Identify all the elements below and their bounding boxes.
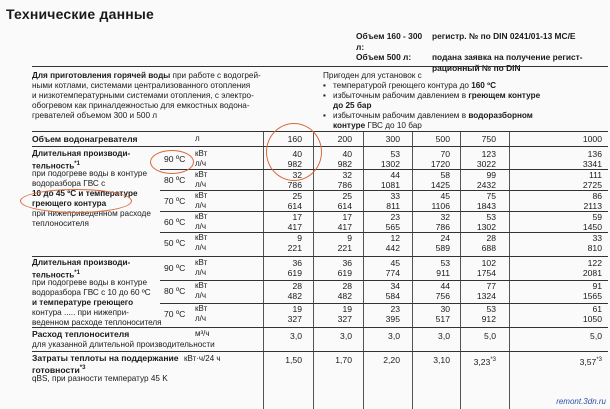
heat-loss-value: 1,50 <box>285 355 302 365</box>
power-value: 36 <box>292 258 302 268</box>
intro-text: и низкотемпературными системами отопления, с электро- <box>32 91 254 100</box>
loss-sub: qBS, при разности температур 45 K <box>32 374 168 383</box>
description-line: теплоносителя <box>32 219 89 228</box>
flow-value: 2432 <box>476 180 496 190</box>
power-value: 36 <box>342 258 352 268</box>
flow-value: 517 <box>435 314 450 324</box>
flow-value: 395 <box>385 314 400 324</box>
watermark: remont.3dn.ru <box>556 397 606 406</box>
flow-value: 417 <box>337 222 352 232</box>
power-value: 58 <box>440 170 450 180</box>
column-divider <box>460 131 461 409</box>
flow-value: 786 <box>337 180 352 190</box>
header-label: Объем 500 л: <box>356 52 412 62</box>
power-value: 123 <box>481 149 496 159</box>
footnote-mark: *1 <box>74 161 80 167</box>
power-value: 17 <box>342 212 352 222</box>
flow-value: 3341 <box>582 159 602 169</box>
unit-lh: л/ч <box>195 314 207 323</box>
loss-label-2: готовности$^{*3}$ <box>32 364 86 375</box>
flow-value: 786 <box>287 180 302 190</box>
unit-lh: л/ч <box>195 201 207 210</box>
flow-value: 327 <box>287 314 302 324</box>
flow-value: 774 <box>385 268 400 278</box>
footnote-mark: *1 <box>74 270 80 276</box>
row-divider <box>32 351 608 352</box>
power-value: 34 <box>390 281 400 291</box>
heat-loss-value: 3,10 <box>433 355 450 365</box>
volume-unit: л <box>195 134 200 143</box>
heat-loss-value: 3,57$^{*3}$ <box>579 356 602 367</box>
flow-value: 1450 <box>582 222 602 232</box>
flow-value: 614 <box>337 201 352 211</box>
power-value: 53 <box>440 258 450 268</box>
power-value: 24 <box>440 233 450 243</box>
header-value: регистр. № по DIN 0241/01-13 MC/E <box>432 31 576 41</box>
power-value: 28 <box>342 281 352 291</box>
flow-value: 482 <box>287 291 302 301</box>
unit-kw: кВт <box>195 304 208 313</box>
power-value: 25 <box>292 191 302 201</box>
power-value: 23 <box>390 304 400 314</box>
description-line: тельность$^{*1}$ <box>32 161 80 171</box>
flow-value: 786 <box>435 222 450 232</box>
flow-value: 1302 <box>476 222 496 232</box>
flow-value: 2113 <box>583 201 602 211</box>
unit-kw: кВт <box>195 170 208 179</box>
power-value: 19 <box>342 304 352 314</box>
flow-value: 584 <box>385 291 400 301</box>
volume-label: Объем водонагревателя <box>32 134 138 144</box>
unit-lh: л/ч <box>195 268 207 277</box>
flow-value: 811 <box>386 201 400 211</box>
power-value: 30 <box>440 304 450 314</box>
description-line: веденном расходе теплоносителя <box>32 318 162 327</box>
flow-value: 442 <box>385 243 400 253</box>
unit-lh: л/ч <box>195 222 207 231</box>
power-value: 23 <box>390 212 400 222</box>
intro-text: гревателей объемом 300 и 500 л <box>32 111 158 120</box>
row-divider <box>32 327 608 328</box>
power-value: 9 <box>297 233 302 243</box>
flow-unit: м³/ч <box>195 329 210 338</box>
temperature-label: 50 ºC <box>164 238 186 248</box>
power-value: 136 <box>587 149 602 159</box>
temperature-label: 60 ºC <box>164 217 186 227</box>
power-value: 33 <box>592 233 602 243</box>
flow-value: 619 <box>337 268 352 278</box>
power-value: 91 <box>592 281 602 291</box>
power-value: 61 <box>592 304 602 314</box>
flow-value: 1843 <box>476 201 496 211</box>
suitability-heading: Пригоден для установок с <box>323 71 422 80</box>
heat-loss-value: 2,20 <box>383 355 400 365</box>
flow-value: 614 <box>287 201 302 211</box>
power-value: 32 <box>440 212 450 222</box>
flow-rate-value: 3,0 <box>340 331 352 341</box>
power-value: 53 <box>486 304 496 314</box>
suitability-list: Пригоден для установок с ▪ температурой греющего контура до 160 ºC ▪ избыточным рабочим давлением в греющем контуре до 25 бар ▪ избыточным рабочим давлением в водоразборном контуре ГВС до 10 бар <box>323 71 608 131</box>
temperature-label: 80 ºC <box>164 175 186 185</box>
column-divider <box>263 131 264 409</box>
flow-rate-value: 5,0 <box>484 331 496 341</box>
flow-value: 912 <box>481 314 496 324</box>
row-divider <box>32 131 608 132</box>
flow-value: 1754 <box>476 268 496 278</box>
unit-kw: кВт <box>195 233 208 242</box>
flow-value: 619 <box>287 268 302 278</box>
column-divider <box>509 131 510 409</box>
power-value: 45 <box>440 191 450 201</box>
unit-kw: кВт <box>195 149 208 158</box>
unit-kw: кВт <box>195 212 208 221</box>
flow-value: 589 <box>435 243 450 253</box>
volume-value: 300 <box>385 134 400 144</box>
description-line: греющего контура <box>32 199 107 208</box>
flow-value: 1081 <box>380 180 400 190</box>
power-value: 25 <box>342 191 352 201</box>
flow-value: 911 <box>436 268 450 278</box>
power-value: 44 <box>440 281 450 291</box>
temperature-label: 70 ºC <box>164 196 186 206</box>
unit-lh: л/ч <box>195 180 207 189</box>
flow-sub: для указанной длительной производительности <box>32 340 215 349</box>
power-value: 40 <box>292 149 302 159</box>
power-value: 9 <box>347 233 352 243</box>
intro-text: при работе с водогрей- <box>170 71 261 80</box>
volume-value: 200 <box>337 134 352 144</box>
description-line: контура ..... при нижепри- <box>32 308 129 317</box>
column-divider <box>363 131 364 409</box>
flow-value: 982 <box>287 159 302 169</box>
flow-value: 1324 <box>476 291 496 301</box>
footnote-mark: *3 <box>596 357 602 363</box>
description-line: 10 до 45 ºC и температуре <box>32 189 138 198</box>
flow-rate-value: 3,0 <box>290 331 302 341</box>
power-value: 28 <box>292 281 302 291</box>
temperature-label: 90 ºC <box>164 263 186 273</box>
power-value: 122 <box>587 258 602 268</box>
description-line: при подогреве воды в контуре <box>32 169 148 178</box>
header-label: Объем 160 - 300 л: <box>356 31 423 52</box>
flow-value: 221 <box>287 243 302 253</box>
footnote-mark: *3 <box>490 357 496 363</box>
heat-loss-value: 3,23$^{*3}$ <box>473 356 496 367</box>
heat-loss-value: 1,70 <box>335 355 352 365</box>
unit-lh: л/ч <box>195 159 207 168</box>
header-value: подана заявка на получение регист- <box>432 52 583 62</box>
power-value: 12 <box>390 233 400 243</box>
highlight-circle-range <box>20 189 132 213</box>
flow-value: 417 <box>287 222 302 232</box>
temperature-label: 80 ºC <box>164 286 186 296</box>
intro-text: ными котлами, системами централизованного отопления <box>32 81 251 90</box>
power-value: 17 <box>292 212 302 222</box>
flow-value: 1050 <box>582 314 602 324</box>
description-line: при подогреве воды в контуре <box>32 278 148 287</box>
power-value: 40 <box>342 149 352 159</box>
temperature-label: 70 ºC <box>164 309 186 319</box>
flow-value: 756 <box>435 291 450 301</box>
volume-value: 750 <box>481 134 496 144</box>
temperature-label: 90 ºC <box>164 154 186 164</box>
description-line: тельность$^{*1}$ <box>32 270 80 280</box>
power-value: 32 <box>292 170 302 180</box>
flow-rate-value: 3,0 <box>438 331 450 341</box>
flow-value: 2081 <box>582 268 602 278</box>
flow-value: 221 <box>337 243 352 253</box>
power-value: 70 <box>440 149 450 159</box>
intro-bold: Для приготовления горячей воды <box>32 71 171 80</box>
flow-value: 810 <box>587 243 602 253</box>
flow-value: 1302 <box>380 159 400 169</box>
footnote-mark: *3 <box>79 365 86 371</box>
unit-lh: л/ч <box>195 291 207 300</box>
volume-value: 160 <box>287 134 302 144</box>
flow-value: 1425 <box>430 180 450 190</box>
header-value: рационный № по DIN <box>432 62 521 73</box>
unit-kw: кВт <box>195 191 208 200</box>
flow-value: 982 <box>337 159 352 169</box>
power-value: 99 <box>486 170 496 180</box>
power-value: 59 <box>592 212 602 222</box>
intro-text: обогревом как приналдежностью для емкостных водона- <box>32 101 250 110</box>
description-line: водоразбора ГВС с <box>32 179 106 188</box>
power-value: 111 <box>588 170 602 180</box>
power-value: 33 <box>390 191 400 201</box>
description-line: Длительная производи- <box>32 258 131 267</box>
flow-value: 482 <box>337 291 352 301</box>
power-value: 75 <box>486 191 496 201</box>
application-description <box>32 71 314 121</box>
power-value: 19 <box>292 304 302 314</box>
power-value: 32 <box>342 170 352 180</box>
loss-label: Затраты теплоты на поддержание <box>32 353 179 363</box>
power-value: 77 <box>486 281 496 291</box>
highlight-circle-volume <box>266 123 322 181</box>
unit-lh: л/ч <box>195 243 207 252</box>
volume-value: 500 <box>435 134 450 144</box>
flow-value: 1720 <box>430 159 450 169</box>
loss-unit: кВт·ч/24 ч <box>184 354 221 363</box>
unit-kw: кВт <box>195 258 208 267</box>
volume-value: 1000 <box>582 134 602 144</box>
unit-kw: кВт <box>195 281 208 290</box>
power-value: 53 <box>390 149 400 159</box>
description-line: при нижеприведенном расходе <box>32 209 151 218</box>
power-value: 28 <box>486 233 496 243</box>
row-divider <box>32 256 608 257</box>
page-title: Технические данные <box>6 6 155 22</box>
power-value: 44 <box>390 170 400 180</box>
flow-value: 327 <box>337 314 352 324</box>
description-line: и температуре греющего <box>32 298 134 307</box>
description-line: Длительная производи- <box>32 149 131 158</box>
flow-value: 688 <box>481 243 496 253</box>
highlight-circle-temp <box>150 150 194 174</box>
flow-rate-value: 5,0 <box>590 331 602 341</box>
flow-value: 565 <box>385 222 400 232</box>
flow-rate-value: 3,0 <box>388 331 400 341</box>
power-value: 86 <box>592 191 602 201</box>
flow-value: 2725 <box>582 180 602 190</box>
flow-value: 1565 <box>582 291 602 301</box>
power-value: 45 <box>390 258 400 268</box>
power-value: 102 <box>481 258 496 268</box>
power-value: 53 <box>486 212 496 222</box>
flow-value: 1106 <box>431 201 450 211</box>
flow-value: 3022 <box>476 159 496 169</box>
description-line: водоразбора ГВС с 10 до 60 ºC <box>32 288 151 297</box>
flow-label: Расход теплоносителя <box>32 329 130 339</box>
column-divider <box>412 131 413 409</box>
